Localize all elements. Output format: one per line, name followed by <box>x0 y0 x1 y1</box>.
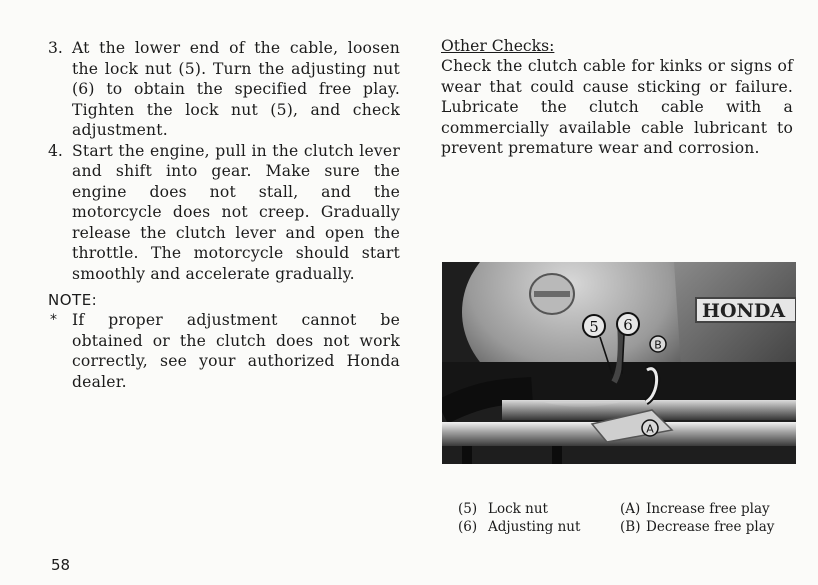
legend-item: (A) Increase free play <box>620 501 770 517</box>
right-column <box>441 36 793 159</box>
callout-a <box>642 420 658 436</box>
callout-5-label: 5 <box>589 318 599 336</box>
step-3 <box>48 38 400 141</box>
callout-b <box>650 336 666 352</box>
other-checks-body: Check the clutch cable for kinks or signs of wear that could cause sticking or failure. Lubricate the clutch cable with a commercially available cable lubricant to prevent premature wear and corrosion. <box>441 57 793 157</box>
callout-b-label: B <box>654 338 662 352</box>
other-checks-title: Other Checks: <box>441 37 555 55</box>
legend-item: (6) Adjusting nut <box>458 518 581 535</box>
note-item <box>48 310 400 392</box>
step-text: At the lower end of the cable, loosen the lock nut (5). Turn the adjusting nut (6) to obtain the specified free play. Tighten the lock nut (5), and check adjustment. <box>72 39 400 139</box>
note-text: If proper adjustment cannot be obtained or the clutch does not work correctly, see your authorized Honda dealer. <box>72 311 400 391</box>
note-heading: NOTE: <box>48 291 98 309</box>
callout-6-label: 6 <box>623 316 633 334</box>
page-number: 58 <box>51 556 71 574</box>
legend-item: (5) Lock nut <box>458 501 548 517</box>
brand-text: HONDA <box>702 300 786 322</box>
note-bullet: * <box>50 312 57 328</box>
callout-a-label: A <box>646 422 654 436</box>
step-number: 3. <box>48 39 63 57</box>
figure-legend-left <box>458 501 580 536</box>
clutch-cable-photo <box>442 262 796 464</box>
step-text: Start the engine, pull in the clutch lever and shift into gear. Make sure the engine does not stall, and the motorcycle does not creep. Gradually release the clutch lever and open the throttle. The motorcycle should start smoothly and accelerate gradually. <box>72 141 400 283</box>
figure-legend-right <box>620 501 774 536</box>
step-4 <box>48 141 400 285</box>
step-number: 4. <box>48 141 63 160</box>
left-column <box>48 38 400 392</box>
legend-item: (B) Decrease free play <box>620 518 775 535</box>
